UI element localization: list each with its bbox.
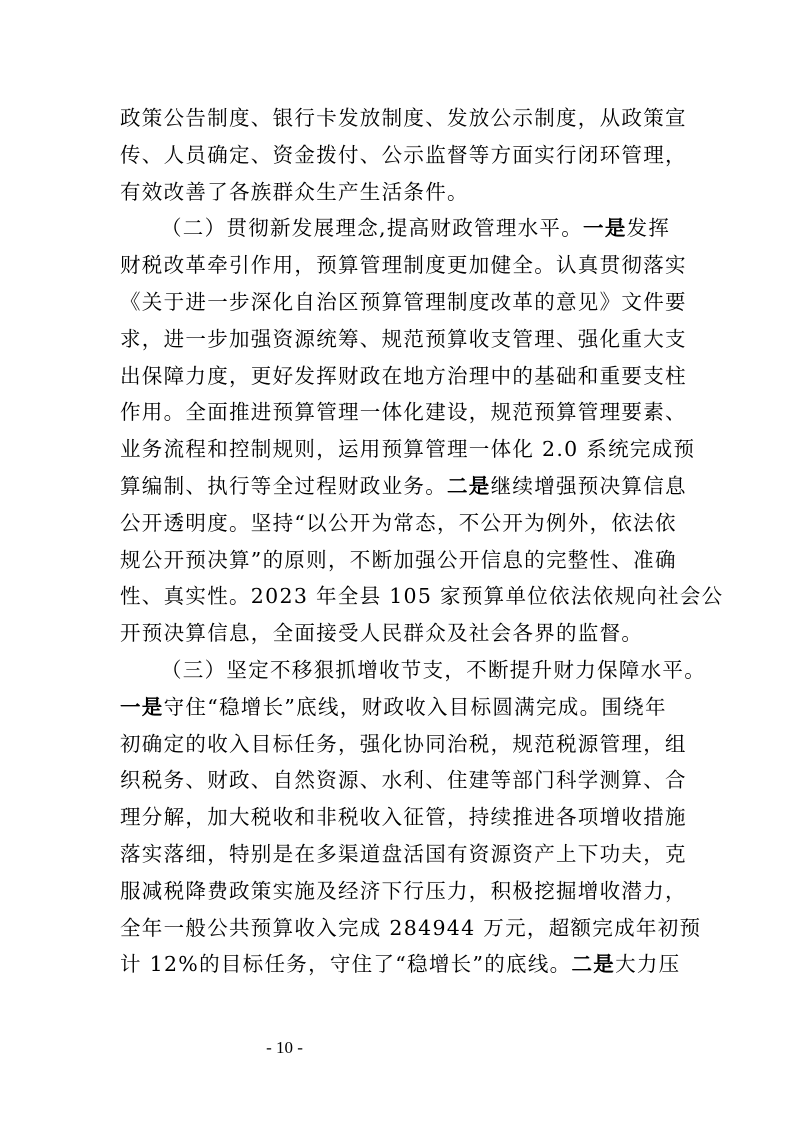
section-heading: （二）贯彻新发展理念,提高财政管理水平。: [161, 216, 584, 241]
text-line-mixed: [120, 946, 680, 983]
document-body: [120, 100, 724, 983]
text-line: 理分解，加大税收和非税收入征管，持续推进各项增收措施: [120, 805, 687, 830]
section-heading-line: [120, 210, 680, 247]
text-line: 开预决算信息，全面接受人民群众及社会各界的监督。: [120, 621, 644, 646]
text-line: 落实落细，特别是在多渠道盘活国有资源资产上下功夫，克: [120, 841, 687, 866]
text-line: 全年一般公共预算收入完成 284944 万元，超额完成年初预: [120, 915, 702, 940]
text-line: 《关于进一步深化自治区预算管理制度改革的意见》文件要: [120, 289, 687, 314]
text-fragment: 发挥: [626, 216, 671, 241]
text-line: 性、真实性。2023 年全县 105 家预算单位依法依规向社会公: [120, 584, 724, 609]
text-fragment: 算编制、执行等全过程财政业务。: [120, 473, 447, 498]
text-line: 出保障力度，更好发挥财政在地方治理中的基础和重要支柱: [120, 363, 687, 388]
bold-marker: 一是: [120, 694, 164, 719]
text-line: 有效改善了各族群众生产生活条件。: [120, 179, 469, 204]
section-heading: （三）坚定不移狠抓增收节支，不断提升财力保障水平。: [161, 657, 706, 682]
text-fragment: 计 12%的目标任务，守住了“稳增长”的底线。: [120, 952, 572, 977]
bold-marker: 一是: [583, 216, 627, 241]
text-line: 初确定的收入目标任务，强化协同治税，规范税源管理，组: [120, 731, 687, 756]
text-fragment: 守住“稳增长”底线，财政收入目标圆满完成。围绕年: [163, 694, 667, 719]
text-line: 政策公告制度、银行卡发放制度、发放公示制度，从政策宣: [120, 106, 687, 130]
text-fragment: 大力压: [615, 952, 681, 977]
text-line: 公开透明度。坚持“以公开为常态，不公开为例外，依法依: [120, 510, 677, 535]
text-line: 规公开预决算”的原则，不断加强公开信息的完整性、准确: [120, 547, 677, 572]
text-line-mixed: [120, 689, 680, 726]
text-fragment: 继续增强预决算信息: [490, 473, 687, 498]
text-line: 求，进一步加强资源统筹、规范预算收支管理、强化重大支: [120, 326, 687, 351]
text-line: 财税改革牵引作用，预算管理制度更加健全。认真贯彻落实: [120, 253, 687, 278]
text-line: 传、人员确定、资金拨付、公示监督等方面实行闭环管理，: [120, 142, 687, 167]
text-line-mixed: [120, 468, 687, 505]
text-line: 织税务、财政、自然资源、水利、住建等部门科学测算、合: [120, 768, 687, 793]
text-line: 业务流程和控制规则，运用预算管理一体化 2.0 系统完成预: [120, 437, 696, 462]
text-line: 服减税降费政策实施及经济下行压力，积极挖掘增收潜力，: [120, 878, 687, 903]
bold-marker: 二是: [447, 473, 491, 498]
bold-marker: 二是: [571, 952, 616, 977]
text-line: 作用。全面推进预算管理一体化建设，规范预算管理要素、: [120, 400, 687, 425]
page-number: - 10 -: [266, 1038, 303, 1057]
